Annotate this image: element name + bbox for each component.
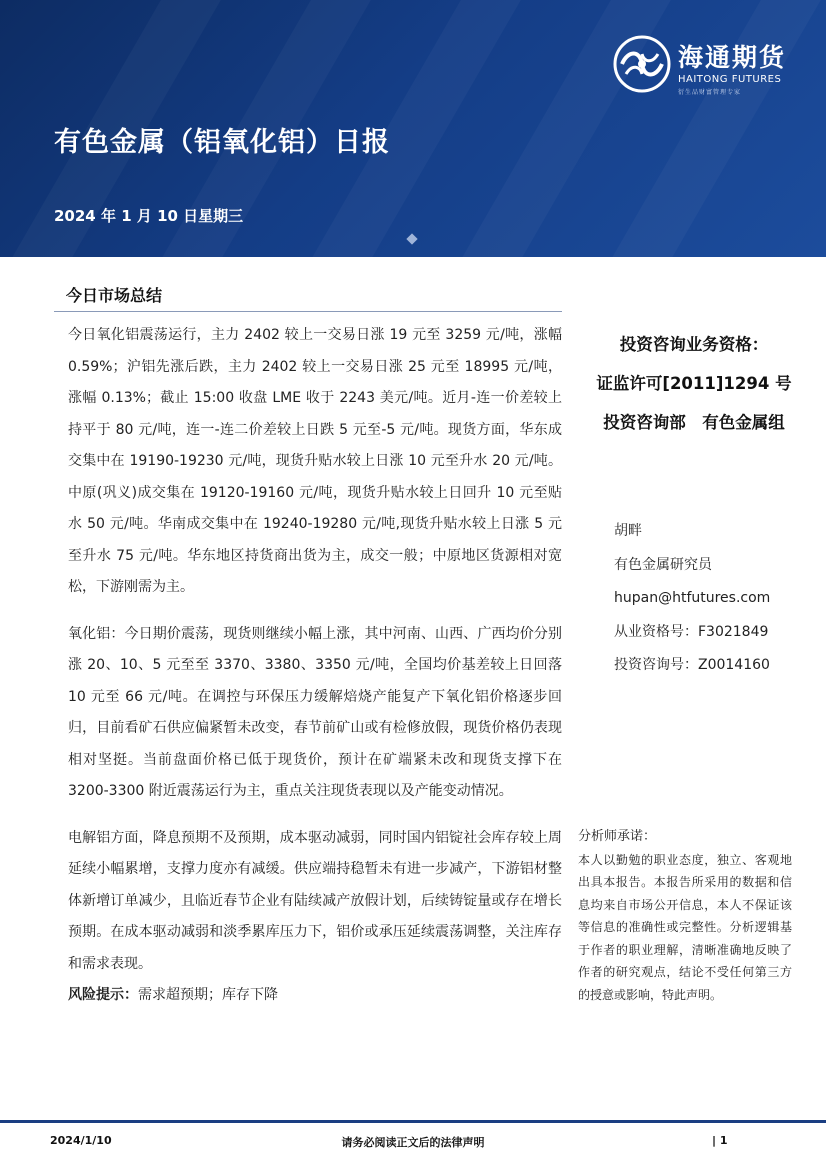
page-number: | 1 bbox=[712, 1134, 728, 1147]
footer-date: 2024/1/10 bbox=[50, 1134, 112, 1147]
commitment-body: 本人以勤勉的职业态度，独立、客观地出具本报告。本报告所采用的数据和信息均来自市场公开信息，本人不保证该等信息的准确性或完整性。分析逻辑基于作者的职业理解，清晰准确地反映了作者的研究观点，结论不受任何第三方的授意或影响，特此声明。 bbox=[578, 852, 792, 1002]
summary-heading: 今日市场总结 bbox=[66, 286, 163, 305]
summary-body bbox=[68, 320, 562, 1012]
analyst-email[interactable]: hupan@htfutures.com bbox=[614, 590, 771, 606]
license-number: 证监许可[2011]1294 号 bbox=[596, 374, 792, 393]
report-title: 有色金属（铝氧化铝）日报 bbox=[54, 127, 390, 158]
analyst-info bbox=[614, 515, 770, 683]
company-logo bbox=[612, 34, 812, 104]
qualification-title: 投资咨询业务资格： bbox=[619, 335, 769, 354]
analyst-commitment bbox=[578, 826, 792, 1006]
analyst-title: 有色金属研究员 bbox=[614, 556, 712, 573]
analyst-practice-id: 从业资格号：F3021849 bbox=[614, 623, 769, 640]
logo-english-name: HAITONG FUTURES bbox=[678, 74, 782, 85]
risk-notice bbox=[68, 980, 562, 1012]
risk-label: 风险提示： bbox=[68, 987, 138, 1003]
haitong-logo-icon bbox=[612, 34, 672, 94]
analyst-consult-id: 投资咨询号：Z0014160 bbox=[614, 657, 770, 673]
qualification-block bbox=[574, 325, 814, 442]
header-banner bbox=[0, 0, 826, 257]
logo-slogan: 衍生品财富管理专家 bbox=[678, 89, 742, 96]
heading-divider bbox=[54, 311, 562, 312]
analyst-name: 胡畔 bbox=[614, 523, 642, 539]
summary-paragraph-aluminum: 电解铝方面，降息预期不及预期，成本驱动减弱，同时国内铝锭社会库存较上周延续小幅累增，支撑力度亦有减缓。供应端持稳暂未有进一步减产，下游铝材整体新增订单减少，且临近春节企业有陆续减产放假计划，后续铸锭量或存在增长预期。在成本驱动减弱和淡季累库压力下，铝价或承压延续震荡调整，关注库存和需求表现。 bbox=[68, 829, 562, 972]
report-date: 2024 年 1 月 10 日星期三 bbox=[54, 207, 244, 225]
department-name: 投资咨询部 有色金属组 bbox=[603, 413, 785, 432]
summary-paragraph-alumina: 氧化铝：今日期价震荡，现货则继续小幅上涨，其中河南、山西、广西均价分别涨 20、10、5 元至至 3370、3380、3350 元/吨，全国均价基差较上日回落 10 元至 66 元/吨。在调控与环保压力缓解焙烧产能复产下氧化铝价格逐步回归，目前看矿石供应偏紧暂未改变，春节前矿山或有检修放假，现货价格仍表现相对坚挺。当前盘面价格已低于现货价，预计在矿端紧未改和现货支撑下在 3200-3300 附近震荡运行为主，重点关注现货表现以及产能变动情况。 bbox=[68, 625, 562, 799]
diamond-icon bbox=[406, 233, 417, 244]
summary-paragraph-market: 今日氧化铝震荡运行，主力 2402 较上一交易日涨 19 元至 3259 元/吨，涨幅 0.59%；沪铝先涨后跌，主力 2402 较上一交易日涨 25 元至 18995 元/吨，涨幅 0.13%；截止 15:00 收盘 LME 收于 2243 美元/吨。近月-连一价差较上持平于 80 元/吨，连一-连二价差较上日跌 5 元至-5 元/吨。现货方面，华东成交集中在 19190-19230 元/吨，现货升贴水较上日涨 10 元至升水 20 元/吨。中原(巩义)成交集在 19120-19160 元/吨，现货升贴水较上日回升 10 元至贴水 50 元/吨。华南成交集中在 19240-19280 元/吨,现货升贴水较上日涨 5 元至升水 75 元/吨。华东地区持货商出货为主，成交一般；中原地区货源相对宽松，下游刚需为主。 bbox=[68, 327, 562, 595]
legal-notice-link[interactable]: 请务必阅读正文后的法律声明 bbox=[341, 1136, 485, 1149]
footer-divider bbox=[0, 1120, 826, 1123]
logo-chinese-name: 海通期货 bbox=[678, 43, 787, 72]
risk-text: 需求超预期；库存下降 bbox=[138, 987, 278, 1003]
commitment-title: 分析师承诺： bbox=[578, 829, 657, 844]
